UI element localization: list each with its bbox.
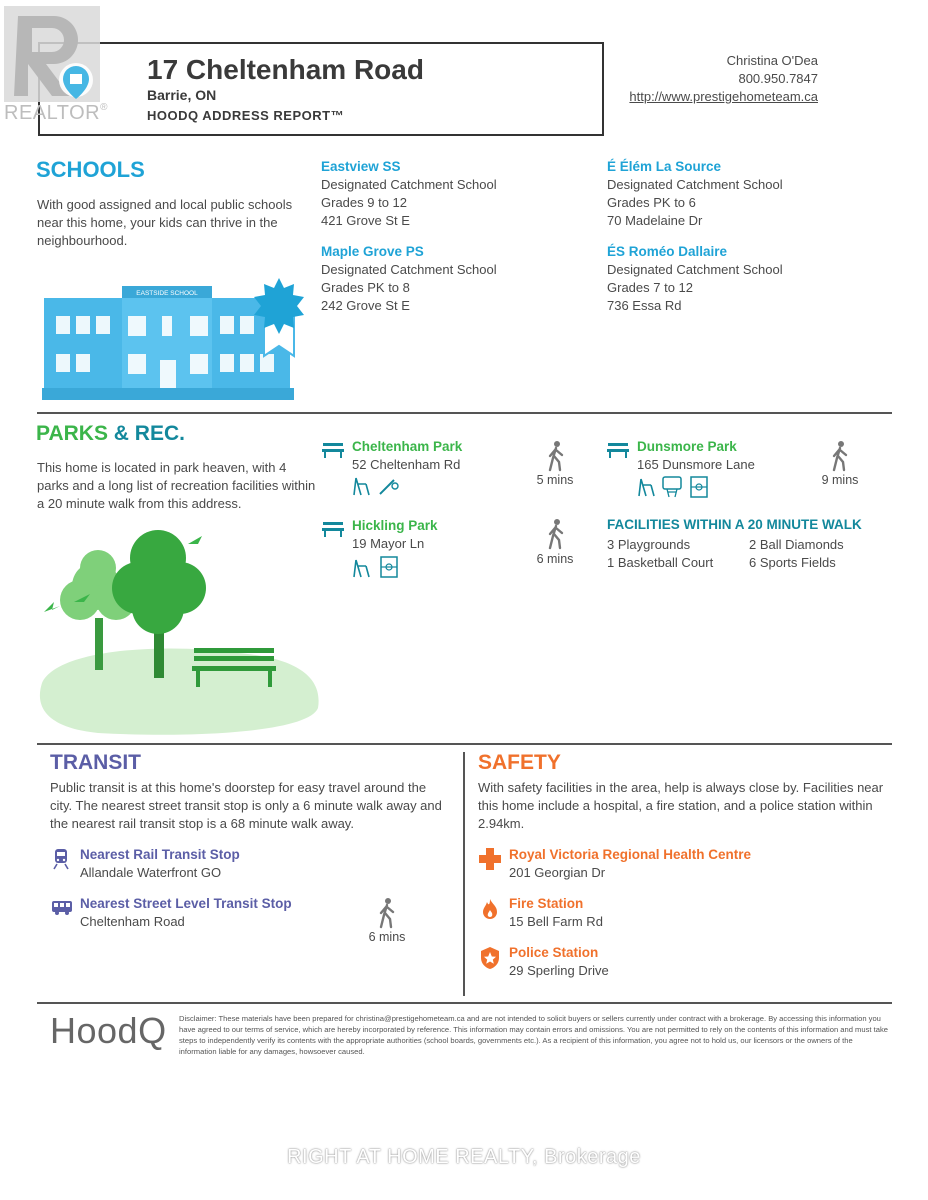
report-title: HOODQ ADDRESS REPORT™ xyxy=(147,108,345,123)
basketball-icon xyxy=(661,476,683,498)
park-walk-time: 6 mins xyxy=(536,552,574,566)
rail-transit-label: Nearest Rail Transit Stop xyxy=(80,847,240,862)
street-transit-item xyxy=(80,895,292,931)
facility-count: 6 Sports Fields xyxy=(749,555,836,570)
playground-icon xyxy=(637,476,655,498)
rail-transit-value: Allandale Waterfront GO xyxy=(80,865,222,880)
fire-icon xyxy=(482,898,498,920)
park-name: Cheltenham Park xyxy=(352,439,463,454)
realtor-logo-text: REALTOR xyxy=(4,102,101,124)
school-name: Eastview SS xyxy=(321,159,401,174)
property-address: 17 Cheltenham Road xyxy=(147,54,424,85)
school-type: Designated Catchment School xyxy=(321,177,497,192)
facility-count: 1 Basketball Court xyxy=(607,555,714,570)
parks-heading xyxy=(36,422,185,446)
hoodq-logo: HoodQ xyxy=(50,1010,167,1051)
baseball-icon xyxy=(378,476,400,496)
park-item xyxy=(352,438,462,474)
park-name: Hickling Park xyxy=(352,518,438,533)
park-item xyxy=(352,517,438,553)
school-type: Designated Catchment School xyxy=(607,262,783,277)
facilities-heading: FACILITIES WITHIN A 20 MINUTE WALK xyxy=(607,517,862,532)
bench-icon xyxy=(322,442,344,458)
park-facility-icons xyxy=(637,476,708,503)
school-sign: EASTSIDE SCHOOL xyxy=(136,290,198,297)
agent-url-link[interactable]: http://www.prestigehometeam.ca xyxy=(629,89,818,104)
hospital-cross-icon xyxy=(479,848,501,870)
school-item xyxy=(321,243,497,315)
schools-heading: SCHOOLS xyxy=(36,157,145,182)
playground-icon xyxy=(352,476,370,496)
park-facility-icons xyxy=(352,556,398,583)
safety-name: Police Station xyxy=(509,945,599,960)
vertical-divider xyxy=(463,752,465,996)
walking-person-icon xyxy=(546,440,566,472)
school-grades: Grades 9 to 12 xyxy=(321,195,407,210)
divider xyxy=(37,412,892,414)
realtor-logo xyxy=(4,6,108,130)
school-grades: Grades PK to 6 xyxy=(607,195,696,210)
bus-icon xyxy=(51,900,73,916)
park-walk-time: 5 mins xyxy=(536,473,574,487)
safety-item xyxy=(509,846,751,882)
divider xyxy=(37,1002,892,1004)
divider xyxy=(37,743,892,745)
safety-name: Fire Station xyxy=(509,896,584,911)
school-address: 70 Madelaine Dr xyxy=(607,213,703,228)
school-item xyxy=(607,158,783,230)
school-type: Designated Catchment School xyxy=(607,177,783,192)
school-name: É Élém La Source xyxy=(607,159,722,174)
parks-intro: This home is located in park heaven, with 4 parks and a long list of recreation facilities within a 20 minute walk from this address. xyxy=(37,460,316,511)
parks-heading-a: PARKS xyxy=(36,422,108,445)
property-city: Barrie, ON xyxy=(147,87,217,103)
agent-contact xyxy=(629,52,818,106)
school-type: Designated Catchment School xyxy=(321,262,497,277)
park-address: 19 Mayor Ln xyxy=(352,536,425,551)
police-badge-icon xyxy=(480,946,500,970)
school-grades: Grades 7 to 12 xyxy=(607,280,693,295)
walking-person-icon xyxy=(830,440,850,472)
school-address: 242 Grove St E xyxy=(321,298,410,313)
facility-count: 2 Ball Diamonds xyxy=(749,537,844,552)
park-item xyxy=(637,438,755,474)
agent-name: Christina O'Dea xyxy=(726,53,818,68)
park-address: 165 Dunsmore Lane xyxy=(637,457,755,472)
agent-phone: 800.950.7847 xyxy=(738,71,818,86)
safety-item xyxy=(509,895,603,931)
realtor-logo-mark: ® xyxy=(100,102,108,113)
bench-icon xyxy=(607,442,629,458)
disclaimer-text: Disclaimer: These materials have been prepared for christina@prestigehometeam.ca and are not intended to solicit buyers or sellers currently under contract with a brokerage. By accessing this information you have agreed to our terms of service, which are hereby incorporated by reference. This information may contain errors and omissions. You are not permitted to rely on the contents of this information and must take steps to independently verify its contents with the appropriate authorities (school boards, governments etc.). As a recipient of this information, you agree not to hold us, our licensors or the owners of the information liable for any damages, howsoever caused. xyxy=(179,1014,888,1056)
park-name: Dunsmore Park xyxy=(637,439,737,454)
park-walk-time: 9 mins xyxy=(821,473,859,487)
facility-count: 3 Playgrounds xyxy=(607,537,691,552)
parks-heading-b: & REC. xyxy=(113,422,185,445)
transit-heading: TRANSIT xyxy=(50,751,141,774)
safety-address: 29 Sperling Drive xyxy=(509,963,609,978)
safety-intro: With safety facilities in the area, help is always close by. Facilities near this home include a hospital, a fire station, and a police station within 2.94km. xyxy=(478,780,884,831)
park-facility-icons xyxy=(352,476,400,501)
street-transit-value: Cheltenham Road xyxy=(80,914,185,929)
park-address: 52 Cheltenham Rd xyxy=(352,457,461,472)
street-transit-walk-time: 6 mins xyxy=(368,930,406,944)
school-grades: Grades PK to 8 xyxy=(321,280,410,295)
school-address: 421 Grove St E xyxy=(321,213,410,228)
transit-intro: Public transit is at this home's doorstep for easy travel around the city. The nearest street transit stop is only a 6 minute walk away and the nearest rail transit stop is a 68 minute walk away. xyxy=(50,780,442,831)
safety-address: 15 Bell Farm Rd xyxy=(509,914,603,929)
award-badge-icon xyxy=(248,276,310,358)
safety-name: Royal Victoria Regional Health Centre xyxy=(509,847,752,862)
school-item xyxy=(607,243,783,315)
sports-field-icon xyxy=(380,556,398,578)
school-name: Maple Grove PS xyxy=(321,244,424,259)
brokerage-watermark: RIGHT AT HOME REALTY, Brokerage xyxy=(287,1146,641,1168)
school-address: 736 Essa Rd xyxy=(607,298,682,313)
train-icon xyxy=(53,848,69,870)
playground-icon xyxy=(352,558,370,578)
sports-field-icon xyxy=(690,476,708,498)
safety-item xyxy=(509,944,609,980)
street-transit-label: Nearest Street Level Transit Stop xyxy=(80,896,292,911)
rail-transit-item xyxy=(80,846,240,882)
school-item xyxy=(321,158,497,230)
tree-icon xyxy=(38,528,323,738)
bench-icon xyxy=(322,521,344,537)
walking-person-icon xyxy=(546,518,566,550)
walking-person-icon xyxy=(377,897,397,929)
safety-heading: SAFETY xyxy=(478,751,561,774)
school-name: ÉS Roméo Dallaire xyxy=(607,244,728,259)
schools-intro: With good assigned and local public schools near this home, your kids can thrive in the neighbourhood. xyxy=(37,197,293,248)
safety-address: 201 Georgian Dr xyxy=(509,865,606,880)
